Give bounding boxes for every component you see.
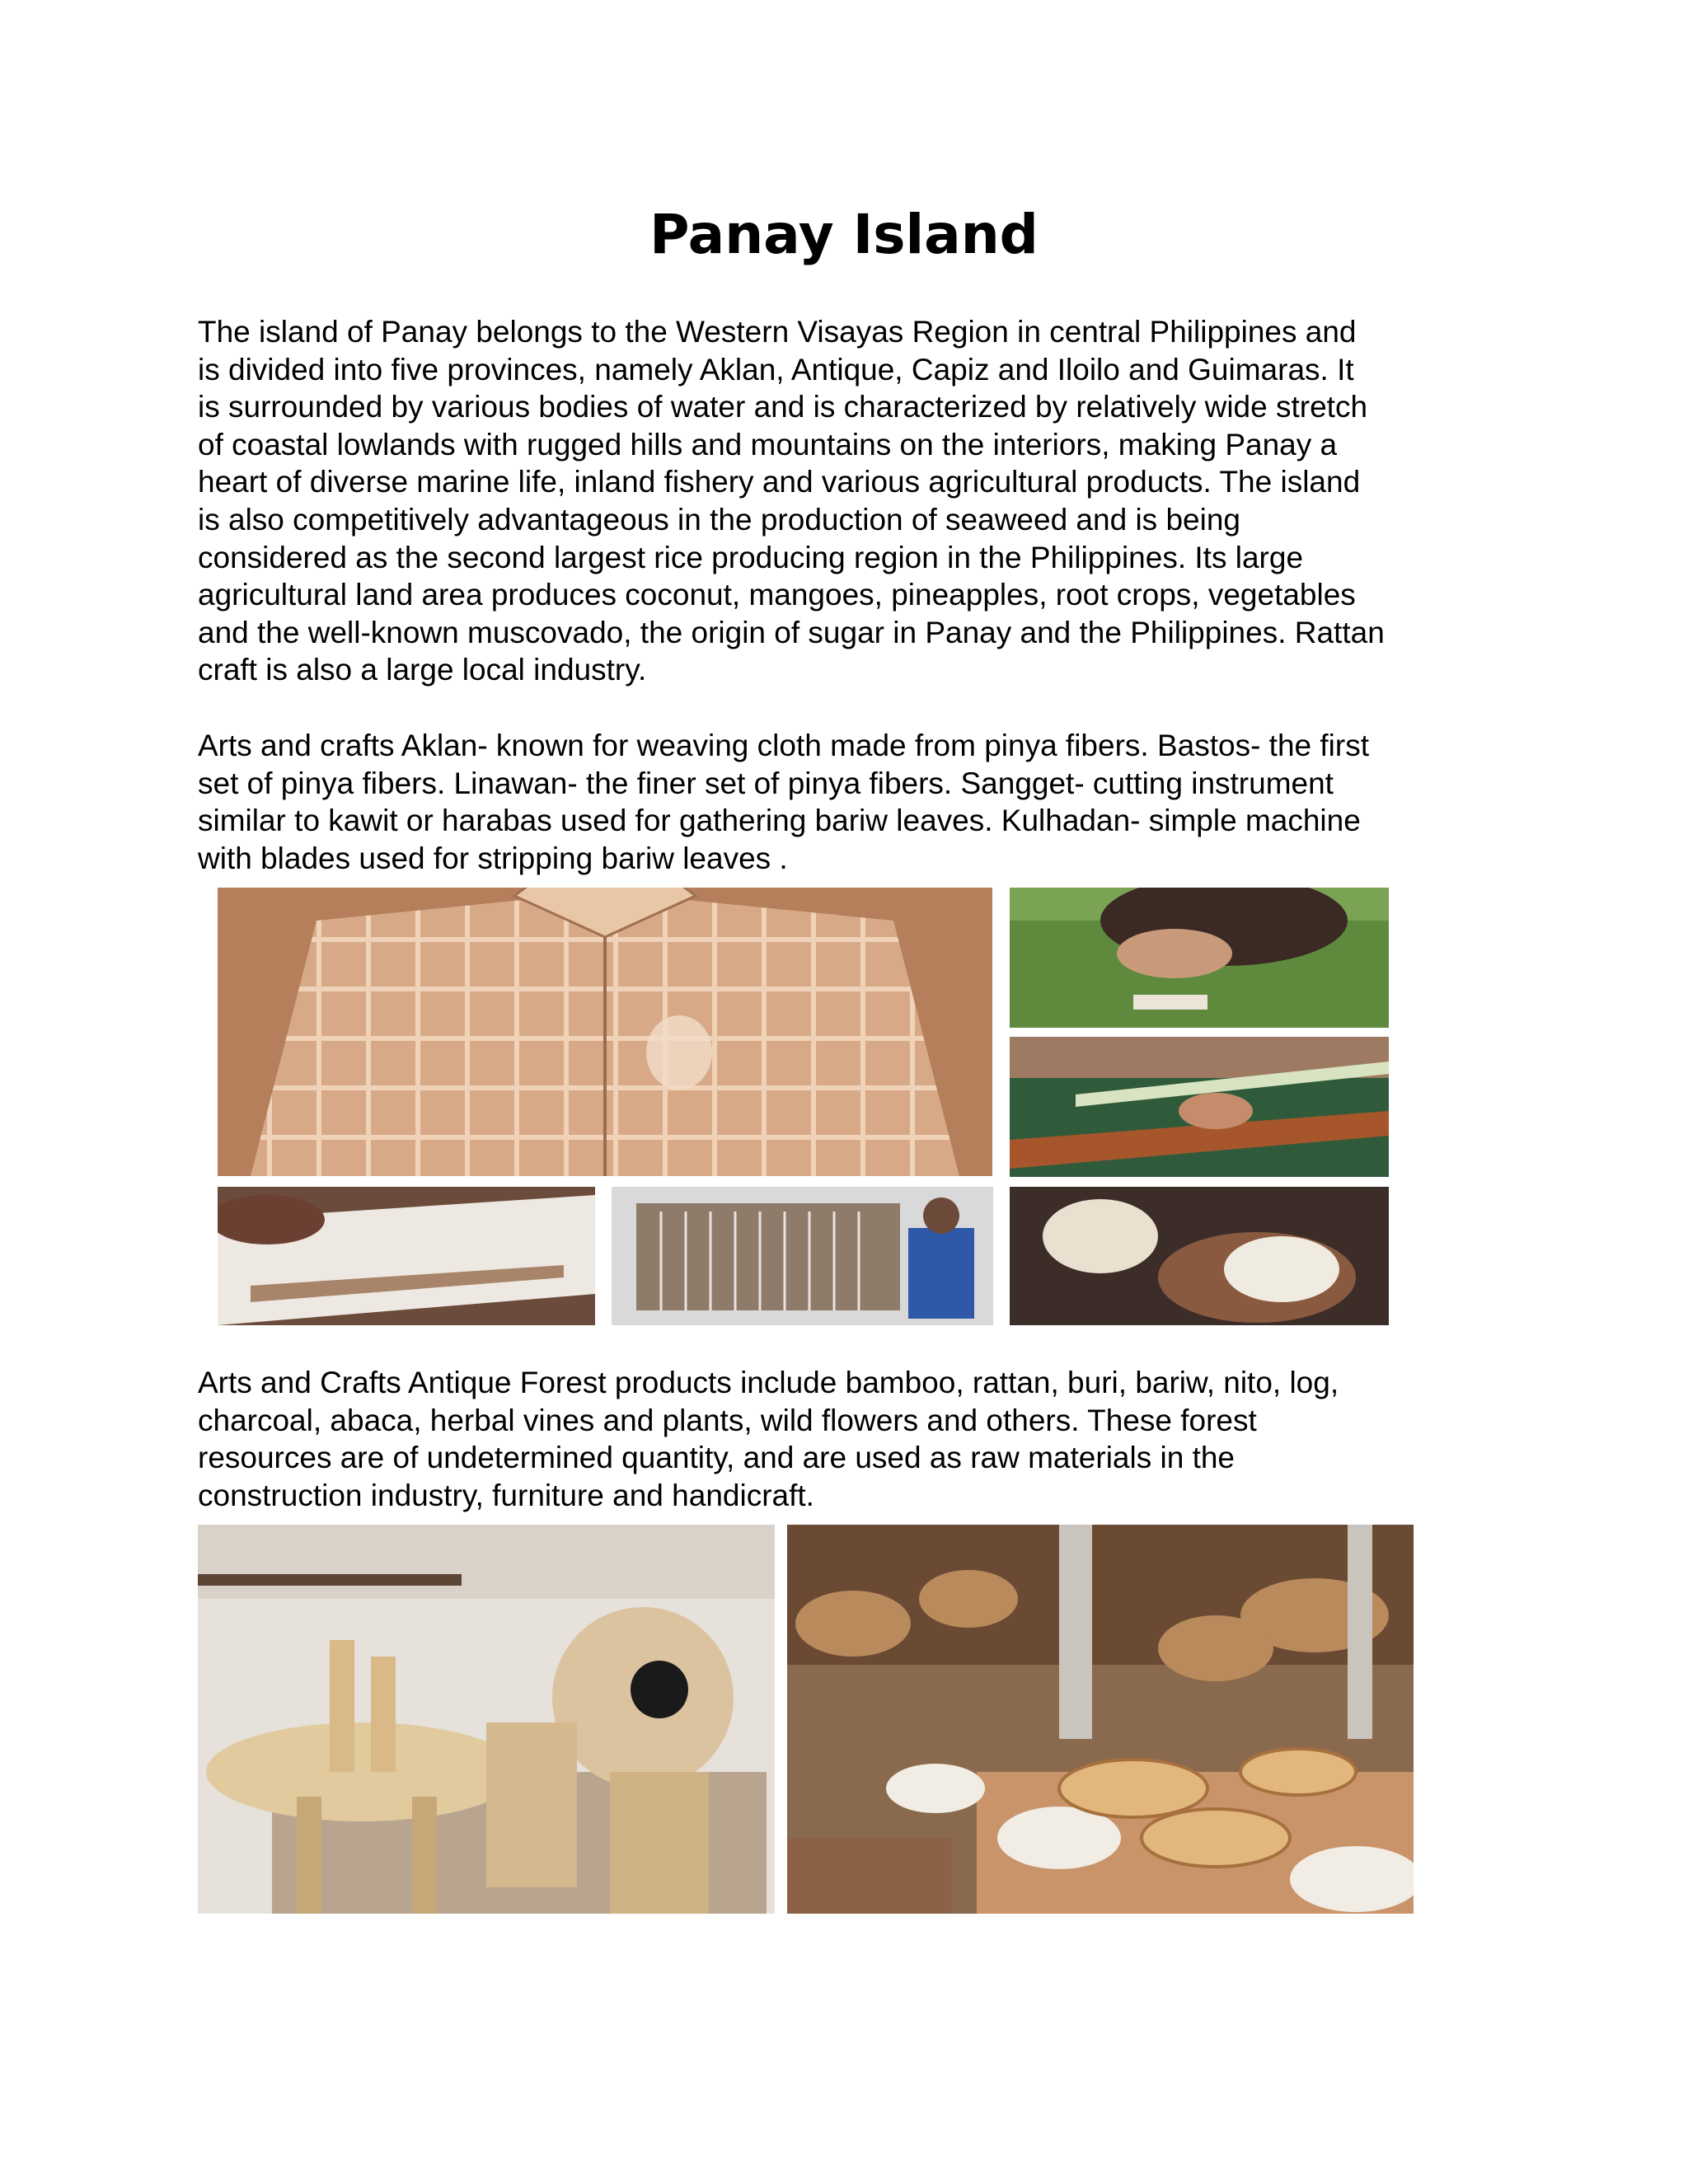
text-line: heart of diverse marine life, inland fishery and various agricultural products. The island	[198, 465, 1361, 499]
text-line: considered as the second largest rice producing region in the Philippines. Its large	[198, 540, 1304, 574]
text-line: similar to kawit or harabas used for gathering bariw leaves. Kulhadan- simple machine	[198, 804, 1361, 838]
page-title: Panay Island	[649, 203, 1039, 266]
text-line: craft is also a large local industry.	[198, 653, 647, 687]
text-line: resources are of undetermined quantity, and are used as raw materials in the	[198, 1441, 1235, 1475]
text-line: is also competitively advantageous in the production of seaweed and is being	[198, 502, 1240, 537]
text-line: The island of Panay belongs to the Western Visayas Region in central Philippines and	[198, 315, 1357, 349]
text-line: charcoal, abaca, herbal vines and plants, wild flowers and others. These forest	[198, 1403, 1257, 1437]
paragraph-aklan-crafts	[198, 727, 1500, 877]
photo-fiber-on-table	[218, 1187, 595, 1325]
text-line: construction industry, furniture and handicraft.	[198, 1478, 814, 1512]
text-line: with blades used for stripping bariw leaves .	[198, 841, 788, 875]
paragraph-intro	[198, 313, 1500, 689]
photo-weaving-loom	[612, 1187, 993, 1325]
photo-hand-stripping-fiber	[1010, 1037, 1389, 1177]
photo-bamboo-furniture	[198, 1525, 775, 1914]
text-line: is surrounded by various bodies of water and is characterized by relatively wide stretch	[198, 390, 1368, 424]
text-line: of coastal lowlands with rugged hills and mountains on the interiors, making Panay a	[198, 427, 1338, 462]
text-line: Arts and crafts Aklan- known for weaving cloth made from pinya fibers. Bastos- the first	[198, 729, 1369, 762]
photo-stripping-leaves-on-grass	[1010, 888, 1389, 1028]
text-line: Arts and Crafts Antique Forest products include bamboo, rattan, buri, bariw, nito, log,	[198, 1366, 1339, 1399]
photo-hands-holding-fiber	[1010, 1187, 1389, 1325]
paragraph-antique-crafts	[198, 1364, 1500, 1514]
text-line: set of pinya fibers. Linawan- the finer set of pinya fibers. Sangget- cutting instrument	[198, 766, 1334, 800]
text-line: agricultural land area produces coconut, mangoes, pineapples, root crops, vegetables	[198, 578, 1356, 612]
text-line: and the well-known muscovado, the origin of sugar in Panay and the Philippines. Rattan	[198, 615, 1385, 649]
text-line: is divided into five provinces, namely Aklan, Antique, Capiz and Iloilo and Guimaras. It	[198, 352, 1354, 387]
photo-woven-baskets-and-hats	[787, 1525, 1414, 1914]
photo-pinya-barong-shirt	[218, 888, 992, 1176]
